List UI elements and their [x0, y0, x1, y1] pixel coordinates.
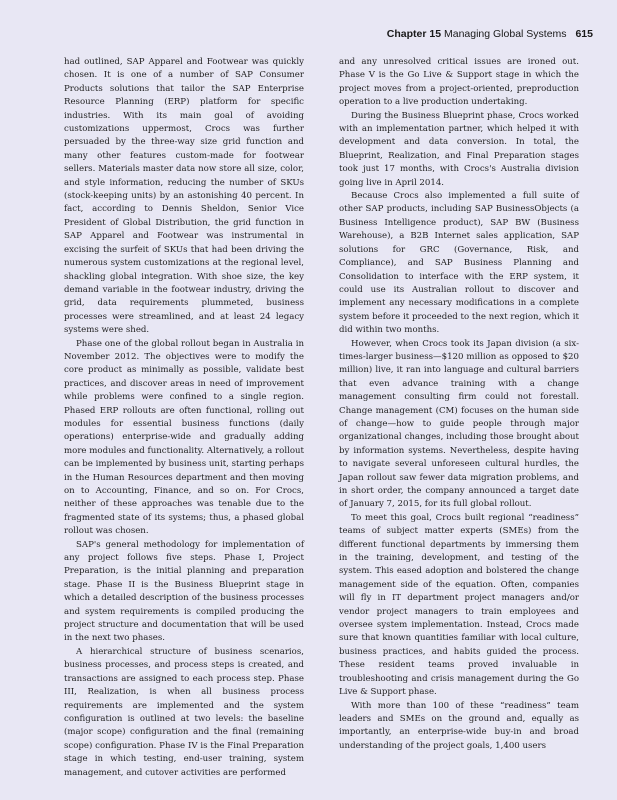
right-column	[339, 56, 579, 753]
chapter-label: Chapter 15	[386, 28, 442, 40]
chapter-title: Managing Global Systems	[443, 28, 567, 40]
paragraph: had outlined, SAP Apparel and Footwear was quickly chosen. It is one of a number of SAP Consumer Products solutions that tailor the SAP Enterprise Resource Planning (ERP) platform for specific industries. With its main goal of avoiding customizations uppermost, Crocs was further persuaded by the three-way size grid function and many other features custom-made for footwear sellers. Materials master data now store all size, color, and style information, reducing the number of SKUs (stock-keeping units) by an astonishing 40 percent. In fact, according to Dennis Sheldon, Senior Vice President of Global Distribution, the grid function in SAP Apparel and Footwear was instrumental in excising the surfeit of SKUs that had been driving the numerous system customizations at the regional level, shackling global integration. With shoe size, the key demand variable in the footwear industry, driving the grid, data requirements plummeted, business processes were streamlined, and at least 24 legacy systems were shed.	[64, 57, 304, 336]
left-column	[64, 56, 304, 780]
paragraph: Phase one of the global rollout began in Australia in November 2012. The objectives were to modify the core product as minimally as possible, validate best practices, and discover areas in need of improvement while problems were confined to a single region. Phased ERP rollouts are often functional, rolling out modules for essential business functions (daily operations) enterprise-wide and gradually adding more modules and functionality. Alternatively, a rollout can be implemented by business unit, starting perhaps in the Human Resources department and then moving on to Accounting, Finance, and so on. For Crocs, neither of these approaches was tenable due to the fragmented state of its systems; thus, a phased global rollout was chosen.	[64, 338, 304, 537]
paragraph: A hierarchical structure of business scenarios, business processes, and process steps is created, and transactions are assigned to each process step. Phase III, Realization, is when all business process requirements are implemented and the system configuration is outlined at two levels: the baseline (major scope) configuration and the final (remaining scope) configuration. Phase IV is the Final Preparation stage in which testing, end-user training, system management, and cutover activities are performed	[64, 646, 304, 778]
paragraph: To meet this goal, Crocs built regional “readiness” teams of subject matter experts (SMEs) from the different functional departments by immersing them in the training, development, and testing of the system. This eased adoption and bolstered the change management side of the equation. Often, companies will fly in IT department project managers and/or vendor project managers to train employees and oversee system implementation. Instead, Crocs made sure that known quantities familiar with local culture, business practices, and habits guided the process. These resident teams proved invaluable in troubleshooting and crisis management during the Go Live & Support phase.	[339, 512, 579, 698]
paragraph: With more than 100 of these “readiness” team leaders and SMEs on the ground and, equally as importantly, an enterprise-wide buy-in and broad understanding of the project goals, 1,400 users	[339, 700, 579, 751]
paragraph: Because Crocs also implemented a full suite of other SAP products, including SAP BusinessObjects (a Business Intelligence product), SAP BW (Business Warehouse), a B2B Internet sales application, SAP solutions for GRC (Governance, Risk, and Compliance), and SAP Business Planning and Consolidation to interface with the ERP system, it could use its Australian rollout to discover and implement any necessary modifications in a complete system before it proceeded to the next region, which it did within two months.	[339, 191, 579, 336]
paragraph: During the Business Blueprint phase, Crocs worked with an implementation partner, which helped it with development and data conversion. In total, the Blueprint, Realization, and Final Preparation stages took just 17 months, with Crocs's Australia division going live in April 2014.	[339, 110, 579, 188]
paragraph: However, when Crocs took its Japan division (a six-times-larger business—$120 million as opposed to $20 million) live, it ran into language and cultural barriers that even advance training with a change management consulting firm could not forestall. Change management (CM) focuses on the human side of change—how to guide people through major organizational changes, including those brought about by information systems. Nevertheless, despite having to navigate several unforeseen cultural hurdles, the Japan rollout saw fewer data migration problems, and in short order, the company announced a target date of January 7, 2015, for its full global rollout.	[339, 338, 579, 510]
paragraph: SAP's general methodology for implementation of any project follows five steps. Phase I, Project Preparation, is the initial planning and preparation stage. Phase II is the Business Blueprint stage in which a detailed description of the business processes and system requirements is compiled producing the project structure and documentation that will be used in the next two phases.	[64, 539, 304, 644]
page-number: 615	[575, 28, 593, 40]
paragraph: and any unresolved critical issues are ironed out. Phase V is the Go Live & Support stage in which the project moves from a project-oriented, preproduction operation to a live production undertaking.	[339, 57, 579, 108]
running-header	[387, 28, 593, 40]
